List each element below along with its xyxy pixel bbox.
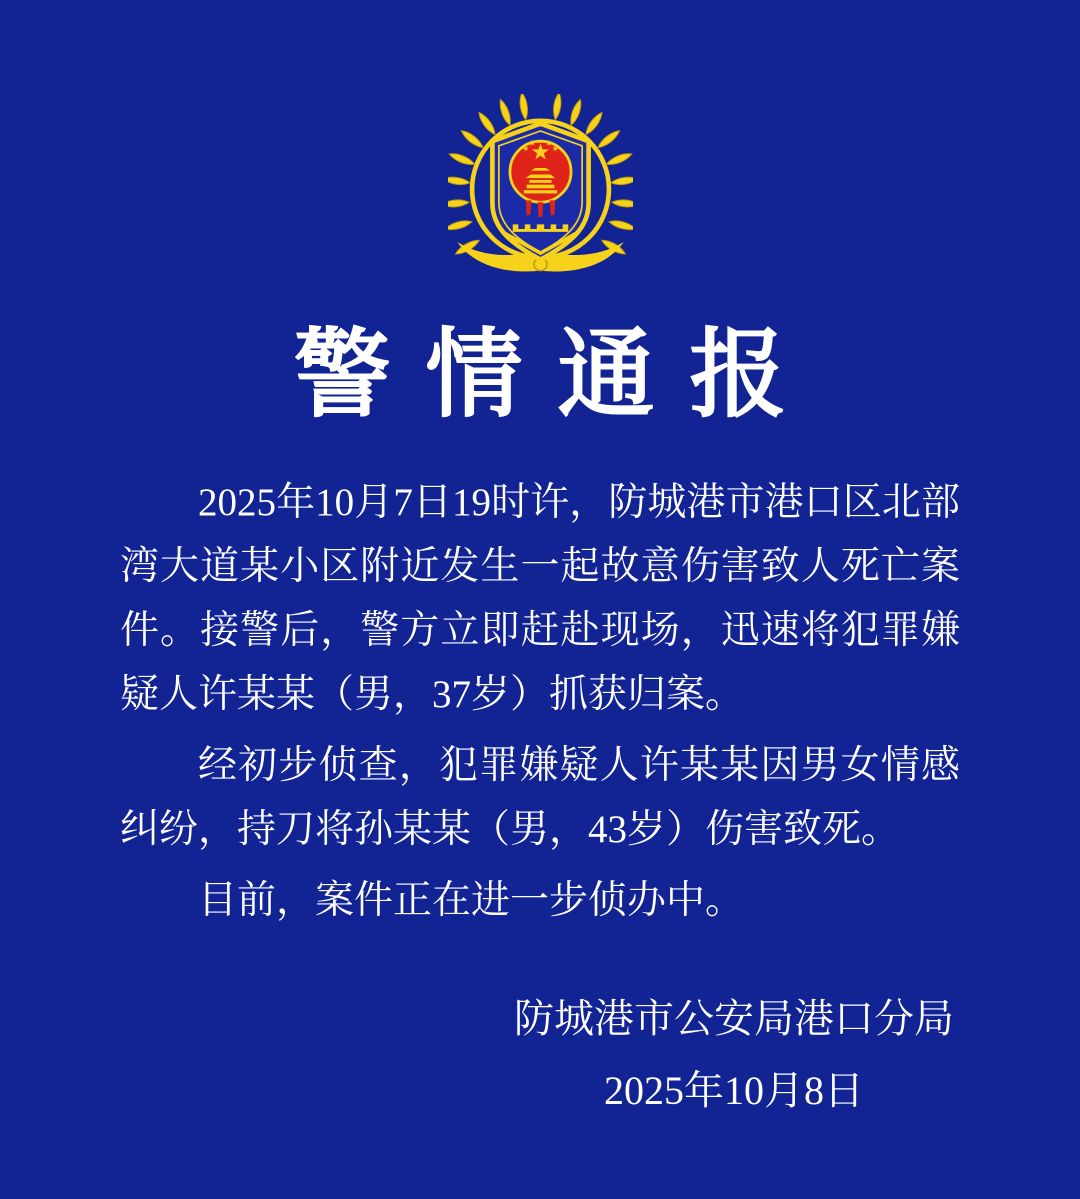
signature-date: 2025年10月8日: [604, 1067, 864, 1113]
emblem-container: [0, 0, 1080, 279]
signature-block: [474, 985, 994, 1125]
body-paragraph-2: 经初步侦查，犯罪嫌疑人许某某因男女情感纠纷，持刀将孙某某（男，43岁）伤害致死。: [120, 743, 960, 851]
emblem-tassels: [525, 200, 555, 217]
police-badge-emblem: [448, 94, 633, 279]
notice-body: [120, 471, 960, 933]
signature-agency: 防城港市公安局港口分局: [514, 995, 954, 1041]
notice-title: 警情通报: [293, 322, 822, 429]
body-paragraph-3: 目前，案件正在进一步侦办中。: [198, 878, 745, 922]
body-paragraph-1: 2025年10月7日19时许，防城港市港口区北部湾大道某小区附近发生一起故意伤害致人死亡案件。接警后，警方立即赶赴现场，迅速将犯罪嫌疑人许某某（男，37岁）抓获归案。: [120, 480, 960, 716]
